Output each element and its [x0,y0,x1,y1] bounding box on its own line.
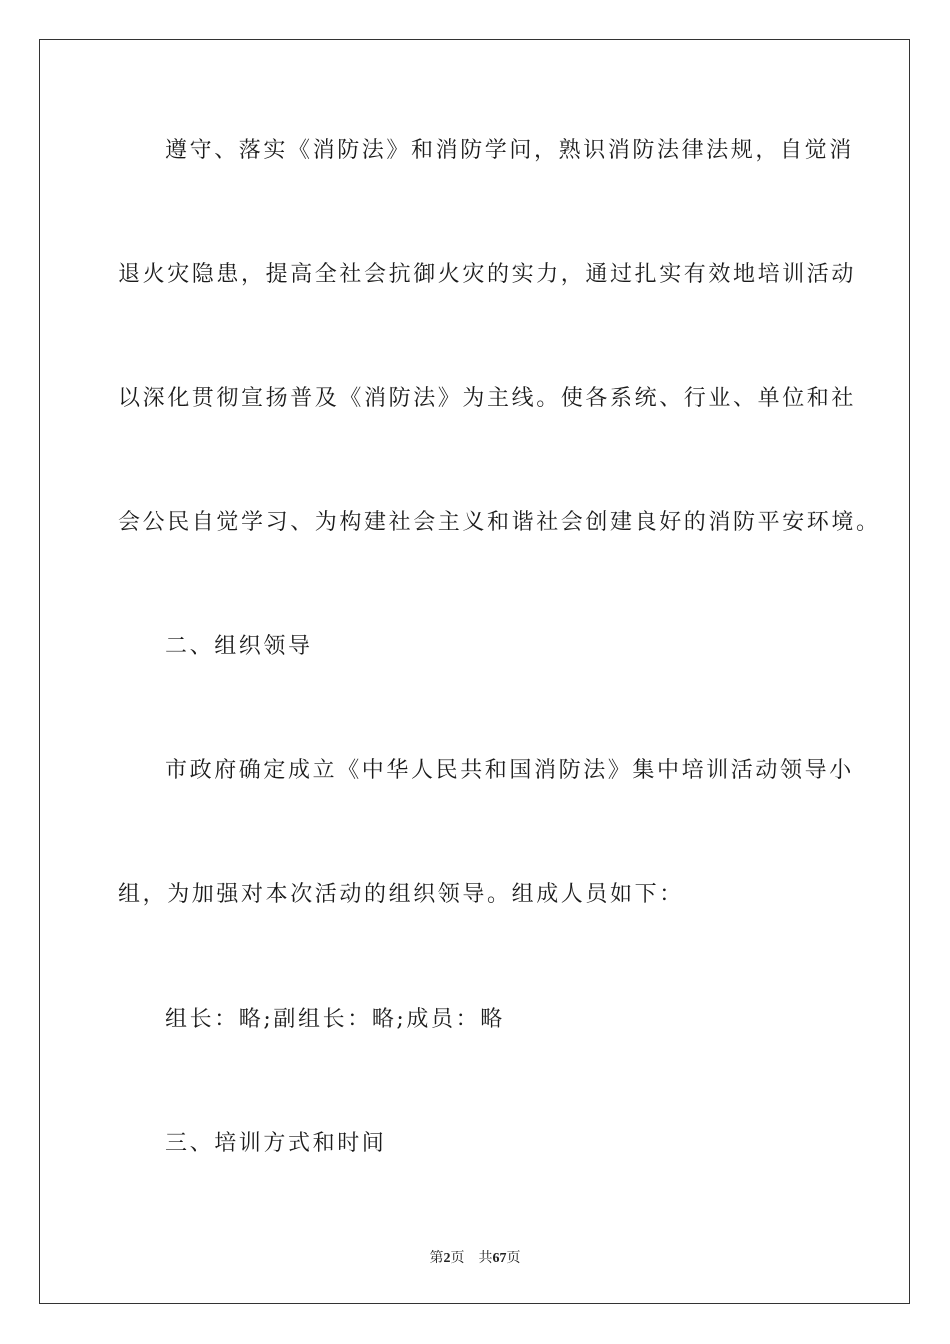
page-prefix: 第 [429,1251,444,1266]
page-suffix: 页 [450,1251,465,1266]
total-pages: 67 [492,1251,507,1266]
paragraph-line-6: 组，为加强对本次活动的组织领导。组成人员如下： [118,882,684,907]
paragraph-line-1: 遵守、落实《消防法》和消防学问，熟识消防法律法规，自觉消 [165,138,854,163]
paragraph-line-5: 市政府确定成立《中华人民共和国消防法》集中培训活动领导小 [165,758,854,783]
page-number: 2 [443,1251,451,1266]
members-line: 组长：略;副组长：略;成员：略 [165,1007,505,1032]
paragraph-line-2: 退火灾隐患，提高全社会抗御火灾的实力，通过扎实有效地培训活动 [118,262,857,287]
section-heading-training: 三、培训方式和时间 [165,1131,387,1156]
total-prefix: 共 [478,1251,493,1266]
total-suffix: 页 [506,1251,521,1266]
paragraph-line-3: 以深化贯彻宣扬普及《消防法》为主线。使各系统、行业、单位和社 [118,386,857,411]
paragraph-line-4: 会公民自觉学习、为构建社会主义和谐社会创建良好的消防平安环境。 [118,510,881,535]
section-heading-organization: 二、组织领导 [165,634,313,659]
page-border [39,39,910,1304]
page-footer [0,1247,950,1267]
